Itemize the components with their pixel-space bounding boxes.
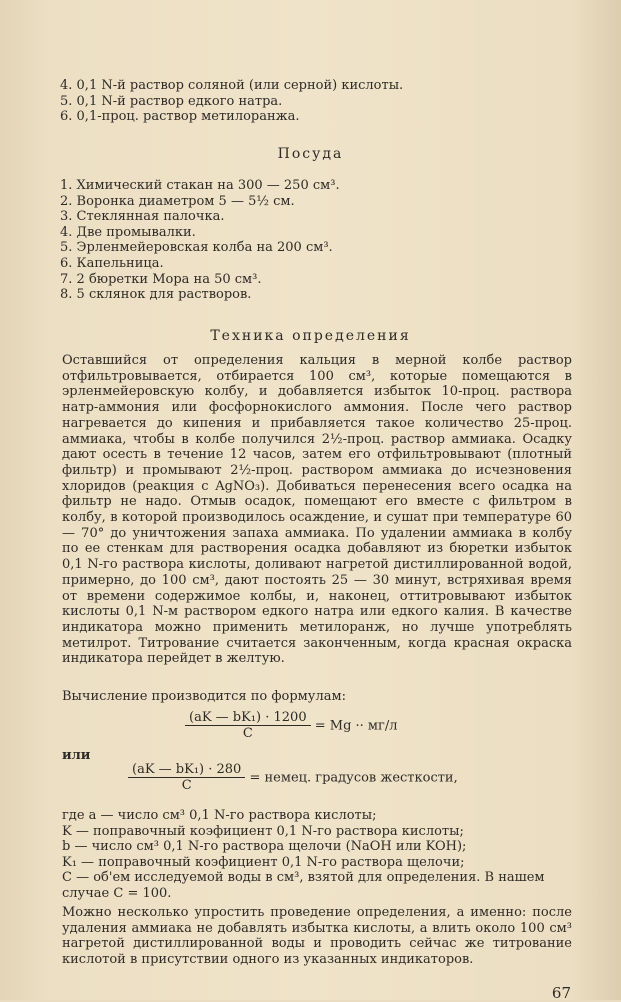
list-item: 1. Химический стакан на 300 — 250 см³. [60, 178, 340, 193]
formula-numerator: (aK — bK₁) · 280 [128, 762, 245, 778]
list-item: 2. Воронка диаметром 5 — 5½ см. [60, 193, 295, 209]
formula-denominator: C [242, 726, 253, 741]
list-item: 3. Стеклянная палочка. [60, 209, 225, 225]
list-item: 8. 5 склянок для растворов. [60, 287, 252, 303]
variable-definitions [62, 808, 572, 901]
formula-numerator: (aK — bK₁) · 1200 [185, 710, 311, 726]
glassware-list [60, 178, 560, 303]
definition-item: b — число см³ 0,1 N-го раствора щелочи (NaOH или KOH); [62, 839, 467, 854]
technique-paragraph: Оставшийся от определения кальция в мерной колбе раствор отфильтровывается, отбирается 100 см³, которые помещаются в эрленмейеровскую колбу, и добавляется избыток 10-проц. раствора натр-аммония или фосфорнокислого аммония. После чего раствор нагревается до кипения и прибавляется такое количество 25-проц. аммиака, чтобы в колбе получился 2½-проц. раствор аммиака. Осадку дают осесть в течение 12 часов, затем его отфильтровывают (плотный фильтр) и промывают 2½-проц. раствором аммиака до исчезновения хлоридов (реакция с AgNO₃). Добиваться перенесения всего осадка на фильтр не надо. Отмыв осадок, помещают его вместе с фильтром в колбу, в которой производилось осаждение, и сушат при температуре 60 — 70° до уничтожения запаха аммиака. По удалении аммиака в колбу по ее стенкам для растворения осадка добавляют из бюретки избыток 0,1 N-го раствора кислоты, доливают нагретой дистиллированной водой, примерно, до 100 см³, дают постоять 25 — 30 минут, встряхивая время от времени содержимое колбы, и, наконец, оттитровывают избыток кислоты 0,1 N-м раствором едкого натра или едкого калия. В качестве индикатора можно применить метилоранж, но лучше употреблять метилрот. Титрование считается законченным, когда красная окраска индикатора перейдет в желтую. [62, 353, 572, 667]
formula-result: = Mg ·· мг/л [314, 718, 398, 734]
calculation-intro: Вычисление производится по формулам: [62, 689, 346, 704]
formula-magnesium [185, 710, 398, 742]
definition-item: K — поправочный коэфициент 0,1 N-го раствора кислоты; [62, 823, 464, 839]
section-heading-glassware: Посуда [277, 146, 344, 162]
reagents-list [60, 78, 560, 125]
list-item: 4. 0,1 N-й раствор соляной (или серной) кислоты. [60, 78, 404, 93]
list-item: 7. 2 бюретки Мора на 50 см³. [60, 271, 262, 287]
formula-result: = немец. градусов жесткости, [249, 770, 458, 786]
list-item: 6. Капельница. [60, 255, 164, 271]
list-item: 5. 0,1 N-й раствор едкого натра. [60, 93, 283, 109]
closing-paragraph: Можно несколько упростить проведение определения, а именно: после удаления аммиака не добавлять избытка кислоты, а влить около 100 см³ нагретой дистиллированной воды и проводить сейчас же титрование кислотой в присутствии одного из указанных индикаторов. [62, 905, 572, 968]
list-item: 6. 0,1-проц. раствор метилоранжа. [60, 109, 300, 125]
list-item: 5. Эрленмейеровская колба на 200 см³. [60, 240, 333, 256]
page-number: 67 [551, 984, 571, 1002]
section-heading-technique: Техника определения [210, 328, 411, 344]
definition-item: C — об'ем исследуемой воды в см³, взятой для определения. В нашем случае C = 100. [62, 870, 545, 901]
definition-item: K₁ — поправочный коэфициент 0,1 N-го раствора щелочи; [62, 854, 465, 870]
formula-denominator: C [181, 778, 192, 793]
or-word: или [62, 748, 91, 763]
formula-hardness [128, 762, 458, 794]
list-item: 4. Две промывалки. [60, 224, 196, 240]
definition-item: где a — число см³ 0,1 N-го раствора кислоты; [62, 808, 377, 823]
